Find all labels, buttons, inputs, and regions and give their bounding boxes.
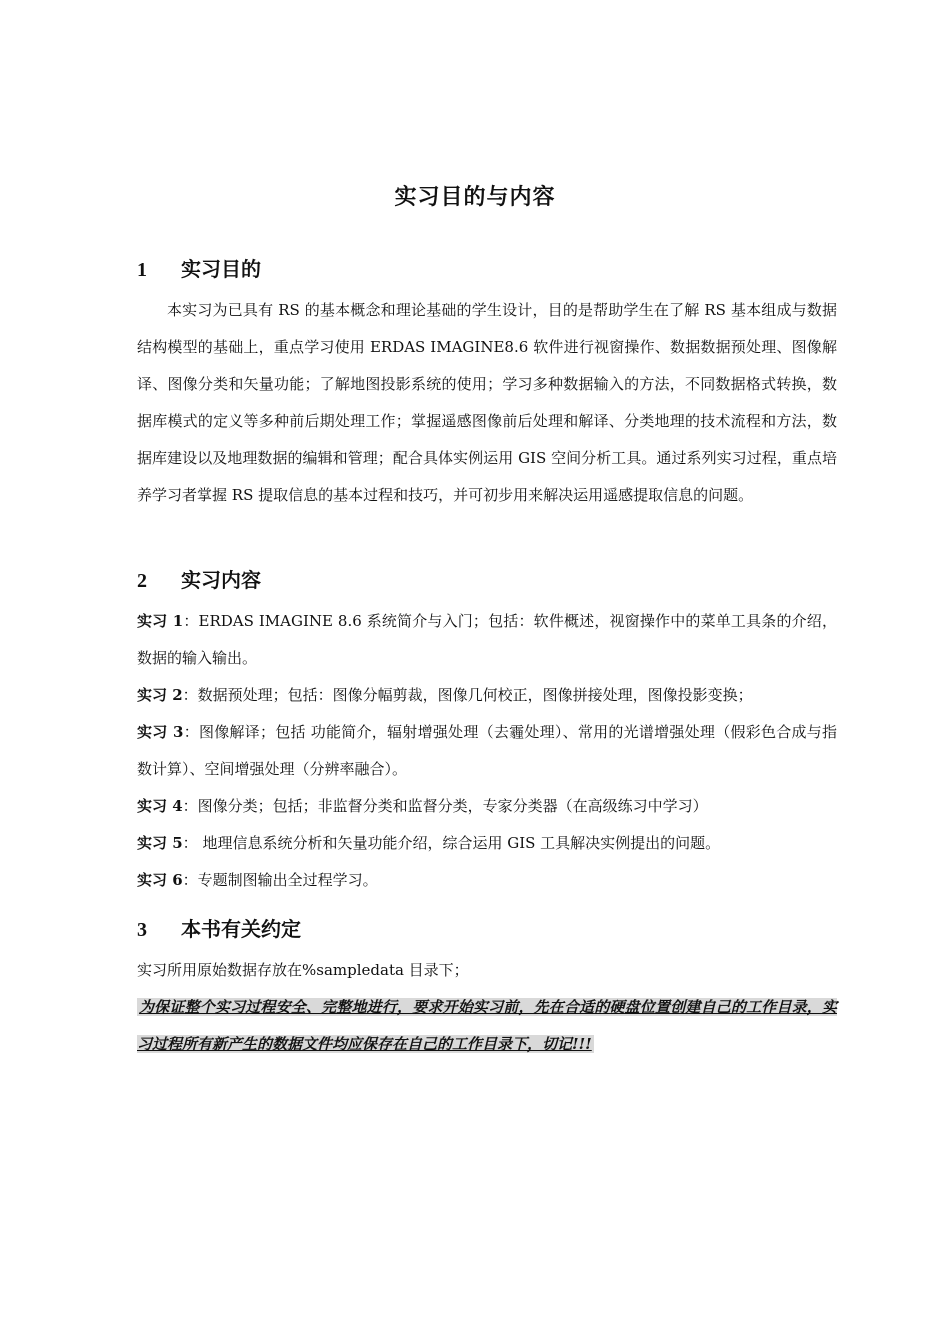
section-2-title: 实习内容 <box>181 568 261 592</box>
lab-2-label: 实习 2 <box>137 686 183 704</box>
lab-item-5 <box>137 825 837 862</box>
section-1-heading <box>137 253 261 282</box>
lab-1-label: 实习 1 <box>137 612 184 630</box>
lab-item-3 <box>137 714 837 788</box>
warning-notice <box>137 989 837 1063</box>
lab-list <box>137 603 837 899</box>
section-1-paragraph: 本实习为已具有 RS 的基本概念和理论基础的学生设计，目的是帮助学生在了解 RS 基本组成与数据结构模型的基础上，重点学习使用 ERDAS IMAGINE8.6 软件进行视窗操作、数据数据预处理、图像解译、图像分类和矢量功能；了解地图投影系统的使用；学习多种数据输入的方法，不同数据格式转换，数据库模式的定义等多种前后期处理工作；掌握遥感图像前后处理和解译、分类地理的技术流程和方法，数据库建设以及地理数据的编辑和管理；配合具体实例运用 GIS 空间分析工具。通过系列实习过程，重点培养学习者掌握 RS 提取信息的基本过程和技巧，并可初步用来解决运用遥感提取信息的问题。 <box>137 301 837 504</box>
section-1-title: 实习目的 <box>181 257 261 281</box>
section-1-number: 1 <box>137 259 147 281</box>
warning-text: 为保证整个实习过程安全、完整地进行，要求开始实习前，先在合适的硬盘位置创建自己的工作目录，实习过程所有新产生的数据文件均应保存在自己的工作目录下，切记!!! <box>137 998 837 1053</box>
document-title: 实习目的与内容 <box>394 185 556 210</box>
lab-item-1 <box>137 603 837 677</box>
section-3-title: 本书有关约定 <box>181 917 301 941</box>
lab-4-text: ：图像分类；包括；非监督分类和监督分类，专家分类器（在高级练习中学习） <box>182 797 708 815</box>
lab-4-label: 实习 4 <box>137 797 183 815</box>
lab-6-label: 实习 6 <box>137 871 183 889</box>
lab-1-text: ：ERDAS IMAGINE 8.6 系统简介与入门；包括：软件概述，视窗操作中的菜单工具条的介绍，数据的输入输出。 <box>137 612 837 667</box>
lab-5-label: 实习 5 <box>137 834 183 852</box>
lab-3-text: ：图像解译；包括 功能简介，辐射增强处理（去霾处理）、常用的光谱增强处理（假彩色合成与指数计算）、空间增强处理（分辨率融合）。 <box>137 723 837 778</box>
section-2-heading <box>137 564 261 593</box>
section-3-heading <box>137 913 301 942</box>
lab-3-label: 实习 3 <box>137 723 184 741</box>
lab-2-text: ：数据预处理；包括：图像分幅剪裁，图像几何校正，图像拼接处理，图像投影变换； <box>182 686 753 704</box>
section-2-number: 2 <box>137 570 147 592</box>
lab-5-text: ： 地理信息系统分析和矢量功能介绍，综合运用 GIS 工具解决实例提出的问题。 <box>182 834 721 852</box>
lab-item-4 <box>137 788 837 825</box>
lab-item-6 <box>137 862 837 899</box>
data-location-note: 实习所用原始数据存放在%sampledata 目录下； <box>137 961 469 979</box>
lab-6-text: ：专题制图输出全过程学习。 <box>182 871 378 889</box>
section-3-number: 3 <box>137 919 147 941</box>
lab-item-2 <box>137 677 837 714</box>
